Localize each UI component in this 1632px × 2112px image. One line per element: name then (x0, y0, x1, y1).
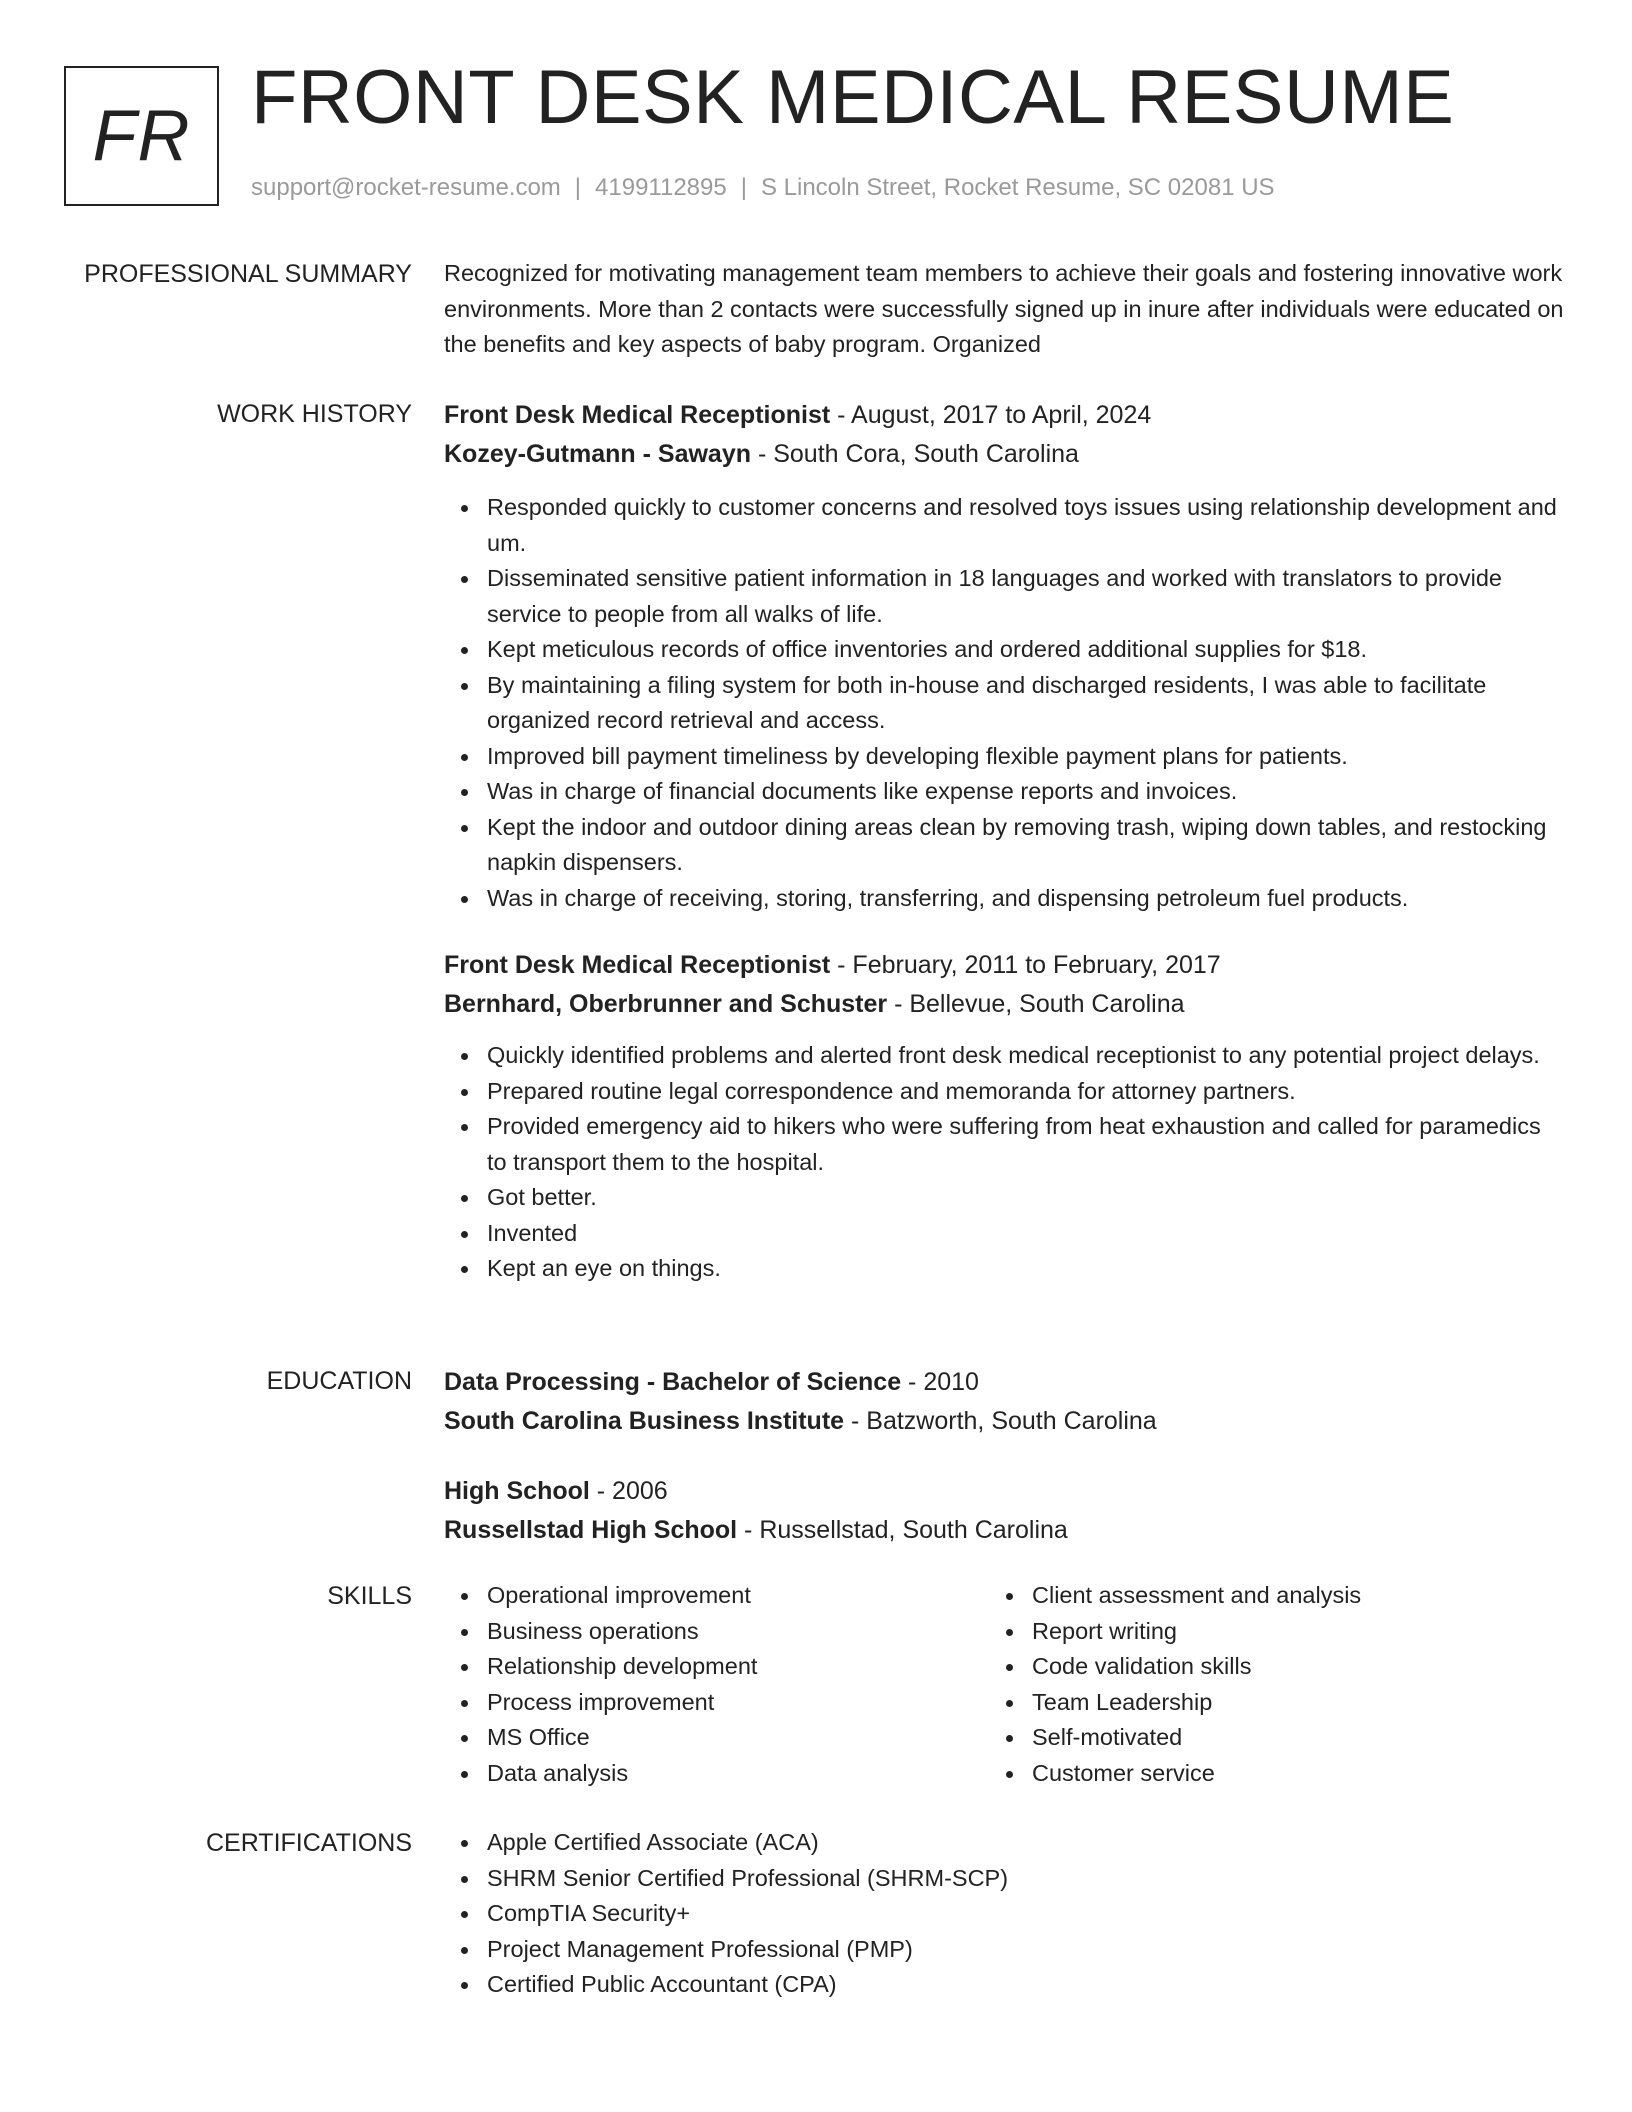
education-entry (444, 1472, 1564, 1550)
certifications-list (444, 1825, 1564, 2003)
summary-text: Recognized for motivating management team members to achieve their goals and fostering innovative work environments. More than 2 contacts were successfully signed up in inure after individuals were educated on the benefits and key aspects of baby program. Organized (444, 260, 1564, 357)
education-location: - Russellstad, South Carolina (737, 1516, 1068, 1544)
education-school: Russellstad High School (444, 1516, 738, 1544)
list-item: Client assessment and analysis (989, 1578, 1534, 1614)
list-item: Customer service (989, 1756, 1534, 1792)
list-item: Kept meticulous records of office inventories and ordered additional supplies for $18. (444, 632, 1564, 668)
list-item: Team Leadership (989, 1685, 1534, 1721)
education-entry (444, 1363, 1564, 1441)
education-school-line (444, 1511, 1564, 1550)
list-item: Certified Public Accountant (CPA) (444, 1967, 1564, 2003)
list-item: Business operations (444, 1614, 989, 1650)
job-company: Bernhard, Oberbrunner and Schuster (444, 990, 888, 1018)
contact-email: support@rocket-resume.com (251, 174, 561, 201)
list-item: Operational improvement (444, 1578, 989, 1614)
list-item: Prepared routine legal correspondence and memoranda for attorney partners. (444, 1074, 1564, 1110)
skills-body (444, 1578, 1564, 1791)
list-item: Report writing (989, 1614, 1534, 1650)
monogram-logo (64, 66, 219, 206)
contact-line (251, 174, 1275, 202)
list-item: Disseminated sensitive patient information in 18 languages and worked with translators to provide service to people from all walks of life. (444, 561, 1564, 632)
job-entry (444, 946, 1564, 1287)
job-title: Front Desk Medical Receptionist (444, 951, 831, 979)
list-item: Apple Certified Associate (ACA) (444, 1825, 1564, 1861)
skills-list-right (989, 1578, 1534, 1791)
job-title-line (444, 946, 1564, 985)
job-company-line (444, 435, 1564, 474)
job-title: Front Desk Medical Receptionist (444, 401, 831, 429)
list-item: Provided emergency aid to hikers who were suffering from heat exhaustion and called for paramedics to transport them to the hospital. (444, 1109, 1564, 1180)
job-location: - South Cora, South Carolina (751, 440, 1079, 468)
list-item: Kept the indoor and outdoor dining areas clean by removing trash, wiping down tables, and restocking napkin dispensers. (444, 810, 1564, 881)
list-item: Was in charge of receiving, storing, transferring, and dispensing petroleum fuel products. (444, 881, 1564, 917)
work-history-body (444, 396, 1564, 1287)
list-item: Self-motivated (989, 1720, 1534, 1756)
job-location: - Bellevue, South Carolina (887, 990, 1185, 1018)
list-item: Kept an eye on things. (444, 1251, 1564, 1287)
list-item: Quickly identified problems and alerted front desk medical receptionist to any potential project delays. (444, 1038, 1564, 1074)
education-school: South Carolina Business Institute (444, 1407, 845, 1435)
monogram-text: FR (92, 96, 191, 176)
contact-address: S Lincoln Street, Rocket Resume, SC 02081 US (760, 174, 1275, 201)
list-item: Code validation skills (989, 1649, 1534, 1685)
education-year: - 2006 (589, 1477, 668, 1505)
list-item: MS Office (444, 1720, 989, 1756)
education-body (444, 1363, 1564, 1550)
list-item: SHRM Senior Certified Professional (SHRM-SCP) (444, 1861, 1564, 1897)
job-title-line (444, 396, 1564, 435)
list-item: Process improvement (444, 1685, 989, 1721)
list-item: Got better. (444, 1180, 1564, 1216)
job-bullets (444, 490, 1564, 916)
contact-phone: 4199112895 (595, 174, 727, 201)
list-item: Improved bill payment timeliness by developing flexible payment plans for patients. (444, 739, 1564, 775)
section-label: PROFESSIONAL SUMMARY (84, 260, 412, 288)
education-degree: Data Processing - Bachelor of Science (444, 1368, 902, 1396)
contact-separator: | (574, 174, 582, 201)
education-degree: High School (444, 1477, 590, 1505)
certifications-body (444, 1825, 1564, 2003)
education-degree-line (444, 1472, 1564, 1511)
section-label: CERTIFICATIONS (205, 1829, 412, 1857)
job-bullets (444, 1038, 1564, 1287)
list-item: By maintaining a filing system for both in-house and discharged residents, I was able to facilitate organized record retrieval and access. (444, 668, 1564, 739)
list-item: Project Management Professional (PMP) (444, 1932, 1564, 1968)
education-location: - Batzworth, South Carolina (844, 1407, 1157, 1435)
job-company: Kozey-Gutmann - Sawayn (444, 440, 751, 468)
list-item: Invented (444, 1216, 1564, 1252)
contact-separator: | (740, 174, 747, 201)
job-entry (444, 396, 1564, 916)
list-item: Relationship development (444, 1649, 989, 1685)
education-degree-line (444, 1363, 1564, 1402)
job-company-line (444, 985, 1564, 1024)
section-label: EDUCATION (266, 1367, 412, 1395)
job-dates: - August, 2017 to April, 2024 (830, 401, 1152, 429)
section-label: WORK HISTORY (217, 400, 412, 428)
education-school-line (444, 1402, 1564, 1441)
list-item: Was in charge of financial documents like expense reports and invoices. (444, 774, 1564, 810)
list-item: Responded quickly to customer concerns and resolved toys issues using relationship development and um. (444, 490, 1564, 561)
section-label: SKILLS (327, 1582, 412, 1610)
resume-title: FRONT DESK MEDICAL RESUME (251, 55, 1455, 140)
job-dates: - February, 2011 to February, 2017 (830, 951, 1221, 979)
list-item: Data analysis (444, 1756, 989, 1792)
list-item: CompTIA Security+ (444, 1896, 1564, 1932)
skills-list-left (444, 1578, 989, 1791)
education-year: - 2010 (901, 1368, 979, 1396)
